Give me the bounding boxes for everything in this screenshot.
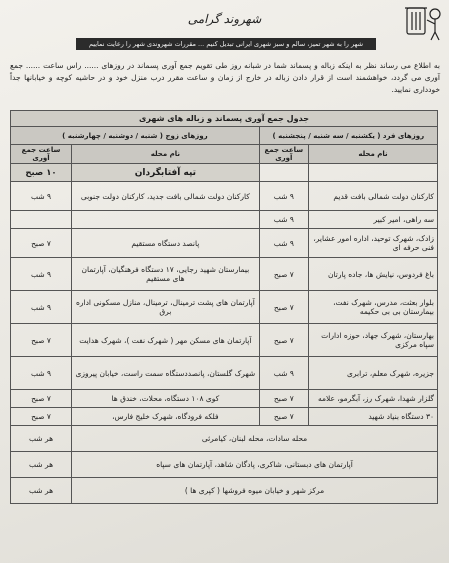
odd-time-col-header: ساعت جمع آوری <box>259 145 308 164</box>
even-area-col-header: نام محله <box>72 145 260 164</box>
table-row <box>11 390 438 408</box>
table-row <box>11 211 438 229</box>
table-title: جدول جمع آوری پسماند و زباله های شهری <box>11 111 438 127</box>
intro-paragraph: به اطلاع می رساند نظر به اینکه زباله و پسماند شما در شبانه روز طی تقویم جمع آوری پسماند در روزهای ...... راس ساعت ...... جمع آوری می گردد، خواهشمند است از قرار دادن زباله در خارج از زمان و ساعت مقرر درب منزل خود و در حاشیه کوچه و خیابانها جداً خودداری نمایید. <box>10 61 440 94</box>
even-time: ۷ صبح <box>11 408 72 426</box>
table-row <box>11 291 438 324</box>
subtitle-banner: شهر را به شهر تمیز، سالم و سبز شهری ایرانی تبدیل کنیم ... مقررات شهروندی شهر را رعایت نماییم <box>76 38 376 50</box>
odd-time <box>259 164 308 182</box>
odd-area: جزیره، شهرک معلم، ترابری <box>308 357 437 390</box>
nightly-time: هر شب <box>11 478 72 504</box>
even-time-col-header: ساعت جمع آوری <box>11 145 72 164</box>
odd-time: ۷ صبح <box>259 324 308 357</box>
table-row <box>11 324 438 357</box>
table-row <box>11 357 438 390</box>
even-area: فلکه فرودگاه، شهرک خلیج فارس، <box>72 408 260 426</box>
nightly-row <box>11 452 438 478</box>
odd-time: ۷ صبح <box>259 408 308 426</box>
odd-time: ۹ شب <box>259 182 308 211</box>
odd-area <box>308 164 437 182</box>
table-row <box>11 229 438 258</box>
odd-time: ۷ صبح <box>259 390 308 408</box>
odd-area: بهارستان، شهرک جهاد، حوزه ادارات سپاه مرکزی <box>308 324 437 357</box>
even-time: ۷ صبح <box>11 390 72 408</box>
even-time: ۹ شب <box>11 182 72 211</box>
page-title: شهروند گرامی <box>187 12 262 26</box>
even-area: تپه آفتابگردان <box>72 164 260 182</box>
table-row <box>11 182 438 211</box>
even-area: بیمارستان شهید رجایی، ۱۷ دستگاه فرهنگیان، آپارتمان های مستقیم <box>72 258 260 291</box>
even-area <box>72 211 260 229</box>
even-area: کارکنان دولت شمالی بافت جدید، کارکنان دولت جنوبی <box>72 182 260 211</box>
even-days-header: روزهای زوج ( شنبه / دوشنبه / چهارشنبه ) <box>11 127 260 145</box>
even-time <box>11 211 72 229</box>
odd-time: ۷ صبح <box>259 291 308 324</box>
odd-area: ۳۰ دستگاه بنیاد شهید <box>308 408 437 426</box>
table-row <box>11 408 438 426</box>
odd-time: ۹ شب <box>259 211 308 229</box>
even-time: ۷ صبح <box>11 324 72 357</box>
nightly-area: آپارتمان های دبستانی، شاکری، پادگان شاهد، آپارتمان های سپاه <box>72 452 438 478</box>
nightly-time: هر شب <box>11 426 72 452</box>
even-area: پانصد دستگاه مستقیم <box>72 229 260 258</box>
odd-area: کارکنان دولت شمالی بافت قدیم <box>308 182 437 211</box>
odd-area-col-header: نام محله <box>308 145 437 164</box>
odd-time: ۷ صبح <box>259 258 308 291</box>
table-row <box>11 164 438 182</box>
odd-area: سه راهی، امیر کبیر <box>308 211 437 229</box>
even-time: ۱۰ صبح <box>11 164 72 182</box>
nightly-time: هر شب <box>11 452 72 478</box>
even-time: ۹ شب <box>11 357 72 390</box>
even-area: آپارتمان های پشت ترمینال، ترمینال، منازل مسکونی اداره برق <box>72 291 260 324</box>
even-area: کوی ۱۰۸ دستگاه، محلات، خندق ها <box>72 390 260 408</box>
odd-time: ۹ شب <box>259 229 308 258</box>
odd-area: بلوار بعثت، مدرس، شهرک نفت، بیمارستان بی بی حکیمه <box>308 291 437 324</box>
odd-area: باغ فردوس، نیایش ها، جاده پارتان <box>308 258 437 291</box>
odd-time: ۹ شب <box>259 357 308 390</box>
even-time: ۷ صبح <box>11 229 72 258</box>
nightly-area: محله سادات، محله لبنان، کیامرثی <box>72 426 438 452</box>
odd-days-header: روزهای فرد ( یکشنبه / سه شنبه / پنجشنبه ) <box>259 127 437 145</box>
odd-area: زادک، شهرک توحید، اداره امور عشایر، فنی حرفه ای <box>308 229 437 258</box>
nightly-area: مرکز شهر و خیابان میوه فروشها ( کپری ها ) <box>72 478 438 504</box>
nightly-row <box>11 478 438 504</box>
even-time: ۹ شب <box>11 258 72 291</box>
even-area: آپارتمان های مسکن مهر ( شهرک نفت )، شهرک هدایت <box>72 324 260 357</box>
collection-schedule-table <box>10 110 438 504</box>
even-area: شهرک گلستان، پانصددستگاه سمت راست، خیابان پیروزی <box>72 357 260 390</box>
even-time: ۹ شب <box>11 291 72 324</box>
nightly-row <box>11 426 438 452</box>
odd-area: گلزار شهدا، شهرک رز، آبگرمو، علامه <box>308 390 437 408</box>
table-row <box>11 258 438 291</box>
